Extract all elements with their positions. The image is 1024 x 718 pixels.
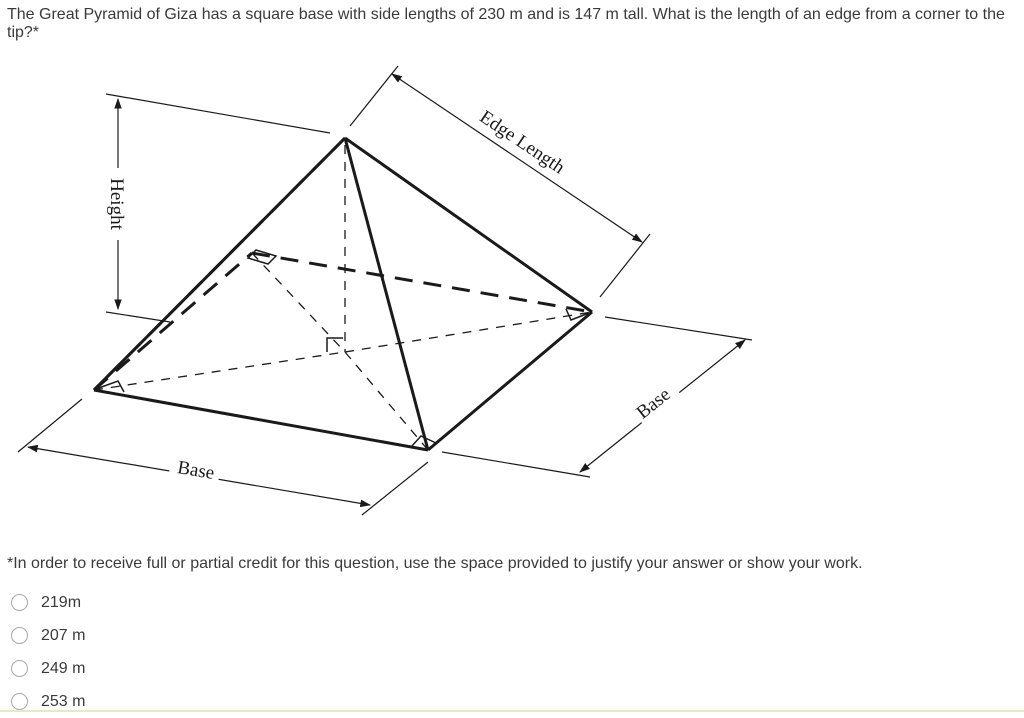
bottom-divider: [0, 710, 1024, 712]
base-front: [94, 390, 428, 450]
height-label: Height: [106, 178, 127, 230]
hidden-base-back-right: [252, 253, 592, 312]
diagonal-back: [252, 253, 345, 352]
choice-label: 219m: [41, 593, 82, 611]
choice-label: 249 m: [41, 659, 86, 677]
choice-label: 207 m: [41, 626, 86, 644]
edge-length-label: Edge Length: [475, 106, 569, 179]
edge-apex-front: [345, 138, 428, 450]
diagonal-left: [94, 352, 345, 390]
choice-219m[interactable]: [8, 586, 408, 619]
base-side-label: Base: [632, 383, 675, 424]
diagonal-right: [345, 312, 592, 352]
question-text: The Great Pyramid of Giza has a square base with side lengths of 230 m and is 147 m tall. What is the length of an edge from a corner to the tip?*: [7, 6, 1005, 41]
base-right: [428, 312, 592, 450]
radio-button[interactable]: [11, 627, 28, 644]
right-angle-marks: [96, 250, 589, 447]
instruction-text: *In order to receive full or partial credit for this question, use the space provided to justify your answer or show your work.: [7, 555, 863, 572]
visible-edges: [94, 138, 592, 450]
choice-249m[interactable]: [8, 652, 408, 685]
answer-choices: [8, 586, 408, 718]
edge-length-arrow: [392, 74, 642, 242]
radio-button[interactable]: [11, 594, 28, 611]
choice-label: 253 m: [41, 692, 86, 710]
choice-253m[interactable]: [8, 685, 408, 718]
radio-button[interactable]: [11, 660, 28, 677]
pyramid-figure: [0, 52, 770, 522]
radio-button[interactable]: [11, 693, 28, 710]
choice-207m[interactable]: [8, 619, 408, 652]
edge-apex-left: [94, 138, 345, 390]
right-angle-center: [327, 338, 343, 352]
base-front-label: Base: [175, 457, 216, 485]
